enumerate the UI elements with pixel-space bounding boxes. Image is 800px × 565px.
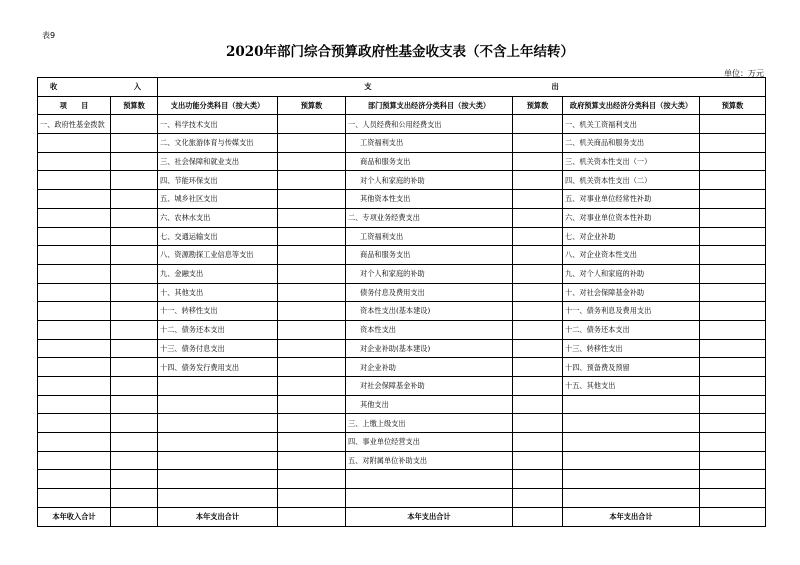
econ-item-cell: 其他支出 <box>346 395 513 414</box>
gov-amount-cell <box>700 283 766 302</box>
income-amount-cell <box>111 264 158 283</box>
income-item-cell <box>38 208 111 227</box>
function-amount-cell <box>278 115 346 134</box>
econ-amount-cell <box>513 264 563 283</box>
income-item-cell: 一、政府性基金拨款 <box>38 115 111 134</box>
function-item-cell: 十二、债务还本支出 <box>158 320 278 339</box>
col-header: 部门预算支出经济分类科目（按大类） <box>346 96 513 115</box>
gov-item-cell: 六、对事业单位资本性补助 <box>563 208 700 227</box>
econ-amount-cell <box>513 227 563 246</box>
function-amount-cell <box>278 190 346 209</box>
econ-amount-cell <box>513 339 563 358</box>
table-row <box>38 190 766 209</box>
income-amount-cell <box>111 433 158 452</box>
income-item-cell <box>38 451 111 470</box>
income-item-cell <box>38 489 111 508</box>
gov-item-cell: 十一、债务利息及费用支出 <box>563 302 700 321</box>
function-item-cell <box>158 414 278 433</box>
econ-item-cell: 对社会保障基金补助 <box>346 377 513 396</box>
gov-amount-cell <box>700 433 766 452</box>
econ-amount-cell <box>513 302 563 321</box>
econ-amount-cell <box>513 414 563 433</box>
gov-amount-cell <box>700 115 766 134</box>
function-amount-cell <box>278 264 346 283</box>
col-header: 政府预算支出经济分类科目（按大类） <box>563 96 700 115</box>
function-item-cell <box>158 470 278 489</box>
expense-header: 支 出 <box>158 78 766 97</box>
section-header-row <box>38 78 766 97</box>
function-item-cell: 十三、债务付息支出 <box>158 339 278 358</box>
econ-item-cell: 一、人员经费和公用经费支出 <box>346 115 513 134</box>
gov-amount-cell <box>700 171 766 190</box>
table-row <box>38 208 766 227</box>
econ-amount-cell <box>513 171 563 190</box>
income-amount-cell <box>111 395 158 414</box>
econ-item-cell: 商品和服务支出 <box>346 246 513 265</box>
unit-label: 单位：万元 <box>724 69 764 78</box>
function-amount-cell <box>278 470 346 489</box>
income-item-cell <box>38 358 111 377</box>
function-amount-cell <box>278 171 346 190</box>
gov-item-cell: 十、对社会保障基金补助 <box>563 283 700 302</box>
income-total-label: 本年收入合计 <box>38 507 111 526</box>
page-title: 2020年部门综合预算政府性基金收支表（不含上年结转） <box>225 44 575 60</box>
econ-item-cell: 二、专项业务经费支出 <box>346 208 513 227</box>
econ-amount-cell <box>513 489 563 508</box>
income-item-cell <box>38 134 111 153</box>
function-item-cell: 九、金融支出 <box>158 264 278 283</box>
econ-item-cell: 其他资本性支出 <box>346 190 513 209</box>
income-amount-cell <box>111 246 158 265</box>
function-item-cell <box>158 451 278 470</box>
table-row <box>38 115 766 134</box>
income-amount-cell <box>111 208 158 227</box>
function-amount-cell <box>278 320 346 339</box>
function-item-cell <box>158 377 278 396</box>
income-item-cell <box>38 395 111 414</box>
econ-item-cell: 对个人和家庭的补助 <box>346 171 513 190</box>
gov-amount-cell <box>700 377 766 396</box>
gov-amount-cell <box>700 190 766 209</box>
col-header: 项 目 <box>38 96 111 115</box>
income-amount-cell <box>111 377 158 396</box>
income-amount-cell <box>111 451 158 470</box>
econ-amount-cell <box>513 358 563 377</box>
econ-item-cell: 对企业补助(基本建设) <box>346 339 513 358</box>
econ-total-value <box>513 507 563 526</box>
income-amount-cell <box>111 414 158 433</box>
gov-item-cell: 十三、转移性支出 <box>563 339 700 358</box>
function-amount-cell <box>278 358 346 377</box>
function-amount-cell <box>278 302 346 321</box>
econ-amount-cell <box>513 208 563 227</box>
col-header: 预算数 <box>111 96 158 115</box>
income-amount-cell <box>111 470 158 489</box>
function-total-value <box>278 507 346 526</box>
gov-item-cell <box>563 489 700 508</box>
income-item-cell <box>38 377 111 396</box>
income-item-cell <box>38 190 111 209</box>
gov-amount-cell <box>700 246 766 265</box>
table-row <box>38 264 766 283</box>
econ-amount-cell <box>513 283 563 302</box>
function-amount-cell <box>278 208 346 227</box>
table-row <box>38 470 766 489</box>
table-row <box>38 395 766 414</box>
income-item-cell <box>38 414 111 433</box>
gov-amount-cell <box>700 414 766 433</box>
column-header-row <box>38 96 766 115</box>
function-item-cell: 十、其他支出 <box>158 283 278 302</box>
gov-item-cell <box>563 395 700 414</box>
table-row <box>38 171 766 190</box>
function-item-cell: 六、农林水支出 <box>158 208 278 227</box>
gov-amount-cell <box>700 339 766 358</box>
function-amount-cell <box>278 451 346 470</box>
gov-amount-cell <box>700 227 766 246</box>
econ-item-cell: 对个人和家庭的补助 <box>346 264 513 283</box>
econ-item-cell: 资本性支出(基本建设) <box>346 302 513 321</box>
income-item-cell <box>38 433 111 452</box>
table-row <box>38 433 766 452</box>
gov-item-cell <box>563 433 700 452</box>
gov-amount-cell <box>700 208 766 227</box>
gov-item-cell: 十四、预备费及预留 <box>563 358 700 377</box>
table-row <box>38 358 766 377</box>
col-header: 预算数 <box>700 96 766 115</box>
table-number: 表9 <box>42 31 56 40</box>
function-amount-cell <box>278 395 346 414</box>
function-item-cell: 二、文化旅游体育与传媒支出 <box>158 134 278 153</box>
income-amount-cell <box>111 152 158 171</box>
function-amount-cell <box>278 152 346 171</box>
gov-item-cell: 十二、债务还本支出 <box>563 320 700 339</box>
econ-item-cell: 资本性支出 <box>346 320 513 339</box>
income-item-cell <box>38 339 111 358</box>
table-row <box>38 152 766 171</box>
income-item-cell <box>38 227 111 246</box>
function-amount-cell <box>278 489 346 508</box>
gov-item-cell <box>563 414 700 433</box>
gov-item-cell: 三、机关资本性支出（一） <box>563 152 700 171</box>
income-total-value <box>111 507 158 526</box>
econ-amount-cell <box>513 395 563 414</box>
econ-item-cell: 五、对附属单位补助支出 <box>346 451 513 470</box>
gov-item-cell: 四、机关资本性支出（二） <box>563 171 700 190</box>
econ-amount-cell <box>513 190 563 209</box>
income-amount-cell <box>111 190 158 209</box>
table-row <box>38 339 766 358</box>
function-item-cell: 五、城乡社区支出 <box>158 190 278 209</box>
econ-amount-cell <box>513 451 563 470</box>
gov-item-cell: 八、对企业资本性支出 <box>563 246 700 265</box>
gov-item-cell <box>563 451 700 470</box>
function-amount-cell <box>278 414 346 433</box>
function-amount-cell <box>278 227 346 246</box>
econ-item-cell <box>346 470 513 489</box>
gov-total-value <box>700 507 766 526</box>
econ-amount-cell <box>513 320 563 339</box>
function-item-cell: 一、科学技术支出 <box>158 115 278 134</box>
econ-item-cell: 四、事业单位经营支出 <box>346 433 513 452</box>
income-item-cell <box>38 264 111 283</box>
table-row <box>38 451 766 470</box>
income-amount-cell <box>111 320 158 339</box>
function-total-label: 本年支出合计 <box>158 507 278 526</box>
gov-amount-cell <box>700 302 766 321</box>
econ-item-cell: 工资福利支出 <box>346 227 513 246</box>
function-amount-cell <box>278 377 346 396</box>
table-row <box>38 414 766 433</box>
function-amount-cell <box>278 134 346 153</box>
table-row <box>38 320 766 339</box>
econ-item-cell: 对企业补助 <box>346 358 513 377</box>
income-item-cell <box>38 320 111 339</box>
table-row <box>38 283 766 302</box>
table-row <box>38 246 766 265</box>
gov-item-cell: 七、对企业补助 <box>563 227 700 246</box>
function-amount-cell <box>278 433 346 452</box>
gov-amount-cell <box>700 152 766 171</box>
income-amount-cell <box>111 227 158 246</box>
function-item-cell <box>158 395 278 414</box>
econ-item-cell: 三、上缴上级支出 <box>346 414 513 433</box>
budget-table <box>37 77 766 527</box>
income-item-cell <box>38 171 111 190</box>
econ-total-label: 本年支出合计 <box>346 507 513 526</box>
econ-amount-cell <box>513 246 563 265</box>
income-amount-cell <box>111 358 158 377</box>
econ-item-cell: 工资福利支出 <box>346 134 513 153</box>
income-header: 收 入 <box>38 78 158 97</box>
totals-row <box>38 507 766 526</box>
gov-amount-cell <box>700 358 766 377</box>
table-row <box>38 302 766 321</box>
gov-amount-cell <box>700 320 766 339</box>
function-amount-cell <box>278 246 346 265</box>
table-row <box>38 227 766 246</box>
income-item-cell <box>38 470 111 489</box>
econ-amount-cell <box>513 152 563 171</box>
function-item-cell: 十四、债务发行费用支出 <box>158 358 278 377</box>
gov-item-cell: 五、对事业单位经常性补助 <box>563 190 700 209</box>
gov-amount-cell <box>700 134 766 153</box>
econ-amount-cell <box>513 377 563 396</box>
function-item-cell: 三、社会保障和就业支出 <box>158 152 278 171</box>
function-item-cell <box>158 489 278 508</box>
income-item-cell <box>38 283 111 302</box>
income-amount-cell <box>111 134 158 153</box>
function-item-cell: 七、交通运输支出 <box>158 227 278 246</box>
function-amount-cell <box>278 283 346 302</box>
gov-item-cell: 九、对个人和家庭的补助 <box>563 264 700 283</box>
econ-item-cell: 商品和服务支出 <box>346 152 513 171</box>
econ-item-cell: 债务付息及费用支出 <box>346 283 513 302</box>
income-amount-cell <box>111 283 158 302</box>
econ-amount-cell <box>513 115 563 134</box>
table-row <box>38 377 766 396</box>
col-header: 预算数 <box>278 96 346 115</box>
income-amount-cell <box>111 115 158 134</box>
econ-amount-cell <box>513 134 563 153</box>
income-amount-cell <box>111 339 158 358</box>
function-item-cell: 四、节能环保支出 <box>158 171 278 190</box>
econ-amount-cell <box>513 470 563 489</box>
gov-amount-cell <box>700 470 766 489</box>
col-header: 支出功能分类科目（按大类） <box>158 96 278 115</box>
function-amount-cell <box>278 339 346 358</box>
gov-item-cell: 十五、其他支出 <box>563 377 700 396</box>
income-item-cell <box>38 246 111 265</box>
table-row <box>38 134 766 153</box>
gov-amount-cell <box>700 264 766 283</box>
gov-total-label: 本年支出合计 <box>563 507 700 526</box>
function-item-cell <box>158 433 278 452</box>
gov-amount-cell <box>700 451 766 470</box>
table-row <box>38 489 766 508</box>
function-item-cell: 十一、转移性支出 <box>158 302 278 321</box>
col-header: 预算数 <box>513 96 563 115</box>
income-amount-cell <box>111 302 158 321</box>
gov-item-cell <box>563 470 700 489</box>
income-amount-cell <box>111 171 158 190</box>
income-item-cell <box>38 152 111 171</box>
gov-item-cell: 一、机关工资福利支出 <box>563 115 700 134</box>
econ-amount-cell <box>513 433 563 452</box>
gov-amount-cell <box>700 489 766 508</box>
gov-item-cell: 二、机关商品和服务支出 <box>563 134 700 153</box>
gov-amount-cell <box>700 395 766 414</box>
function-item-cell: 八、资源勘探工业信息等支出 <box>158 246 278 265</box>
income-item-cell <box>38 302 111 321</box>
income-amount-cell <box>111 489 158 508</box>
econ-item-cell <box>346 489 513 508</box>
